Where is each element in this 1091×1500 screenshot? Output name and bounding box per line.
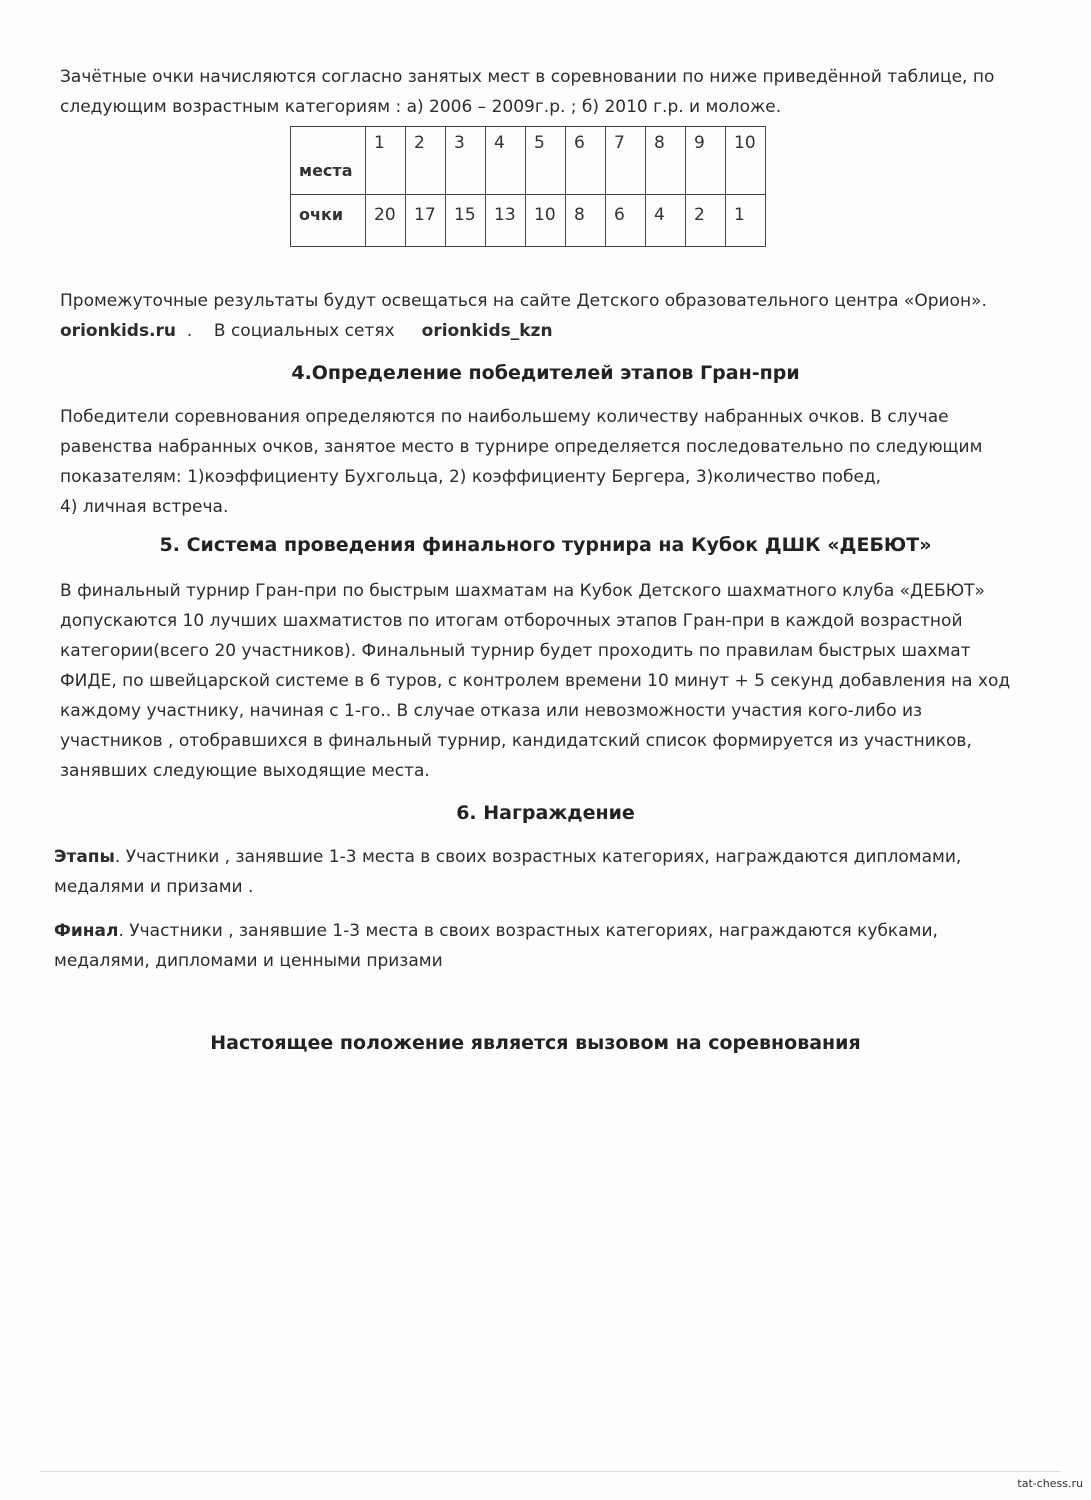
place-cell: 4 xyxy=(486,127,526,195)
interim-line-1: Промежуточные результаты будут освещаться на сайте Детского образовательного центра «Орион». xyxy=(60,291,987,311)
intro-paragraph xyxy=(60,62,1020,122)
section-4-heading: 4.Определение победителей этапов Гран-при xyxy=(291,362,800,384)
stages-line-1 xyxy=(54,842,1014,872)
footer-divider xyxy=(40,1471,1061,1472)
section-5-line: В финальный турнир Гран-при по быстрым шахматам на Кубок Детского шахматного клуба «ДЕБЮТ» xyxy=(60,581,985,601)
social-handle: orionkids_kzn xyxy=(421,321,553,341)
points-cell: 13 xyxy=(486,195,526,247)
section-5-line: допускаются 10 лучших шахматистов по итогам отборочных этапов Гран-при в каждой возрастной xyxy=(60,611,963,631)
section-5-line: участников , отобравшихся в финальный турнир, кандидатский список формируется из участников, xyxy=(60,731,972,751)
places-label: места xyxy=(291,127,366,195)
final-line-1 xyxy=(54,916,1014,946)
points-cell: 15 xyxy=(446,195,486,247)
points-cell: 6 xyxy=(606,195,646,247)
place-cell: 3 xyxy=(446,127,486,195)
stages-label: Этапы xyxy=(54,847,115,867)
awards-stages xyxy=(54,842,1014,902)
interim-line-2: orionkids.ru . В социальных сетях orionkids_kzn xyxy=(60,321,553,341)
place-cell: 7 xyxy=(606,127,646,195)
place-cell: 9 xyxy=(686,127,726,195)
awards-final xyxy=(54,916,1014,976)
place-cell: 1 xyxy=(366,127,406,195)
points-cell: 1 xyxy=(726,195,766,247)
points-cell: 2 xyxy=(686,195,726,247)
closing-statement: Настоящее положение является вызовом на соревнования xyxy=(210,1032,861,1054)
section-4-line: показателям: 1)коэффициенту Бухгольца, 2) коэффициенту Бергера, 3)количество побед, xyxy=(60,467,882,487)
section-5-heading: 5. Система проведения финального турнира на Кубок ДШК «ДЕБЮТ» xyxy=(159,534,932,556)
stages-text: . Участники , занявшие 1-3 места в своих возрастных категориях, награждаются дипломами, xyxy=(114,847,962,867)
section-5-line: ФИДЕ, по швейцарской системе в 6 туров, с контролем времени 10 минут + 5 секунд добавления на ход xyxy=(60,671,1011,691)
section-6-heading: 6. Награждение xyxy=(456,802,635,824)
section-4-body xyxy=(60,402,1020,522)
points-label: очки xyxy=(291,195,366,247)
section-5-line: категории(всего 20 участников). Финальный турнир будет проходить по правилам быстрых шахмат xyxy=(60,641,971,661)
section-5-body xyxy=(60,576,1020,786)
intro-line-1: Зачётные очки начисляются согласно занятых мест в соревновании по ниже приведённой таблице, по xyxy=(60,67,995,87)
section-4-line: равенства набранных очков, занятое место в турнире определяется последовательно по следующим xyxy=(60,437,983,457)
site-link[interactable]: orionkids.ru xyxy=(60,321,177,341)
footer-site-link[interactable]: tat-chess.ru xyxy=(1017,1477,1083,1490)
place-cell: 8 xyxy=(646,127,686,195)
section-5-line: каждому участнику, начиная с 1-го.. В случае отказа или невозможности участия кого-либо из xyxy=(60,701,923,721)
places-row xyxy=(291,127,766,195)
place-cell: 10 xyxy=(726,127,766,195)
interim-paragraph xyxy=(60,286,1020,346)
section-5-line: занявших следующие выходящие места. xyxy=(60,761,430,781)
social-text: В социальных сетях xyxy=(213,321,395,341)
points-cell: 20 xyxy=(366,195,406,247)
final-label: Финал xyxy=(54,921,119,941)
section-4-line: 4) личная встреча. xyxy=(60,497,229,517)
final-text: . Участники , занявшие 1-3 места в своих возрастных категориях, награждаются кубками, xyxy=(118,921,938,941)
points-cell: 10 xyxy=(526,195,566,247)
intro-line-2: следующим возрастным категориям : а) 2006 – 2009г.р. ; б) 2010 г.р. и моложе. xyxy=(60,97,782,117)
points-cell: 17 xyxy=(406,195,446,247)
section-4-line: Победители соревнования определяются по наибольшему количеству набранных очков. В случае xyxy=(60,407,949,427)
place-cell: 5 xyxy=(526,127,566,195)
points-cell: 8 xyxy=(566,195,606,247)
stages-line-2: медалями и призами . xyxy=(54,877,254,897)
place-cell: 2 xyxy=(406,127,446,195)
final-line-2: медалями, дипломами и ценными призами xyxy=(54,951,443,971)
points-row xyxy=(291,195,766,247)
points-cell: 4 xyxy=(646,195,686,247)
points-table xyxy=(290,126,766,247)
place-cell: 6 xyxy=(566,127,606,195)
